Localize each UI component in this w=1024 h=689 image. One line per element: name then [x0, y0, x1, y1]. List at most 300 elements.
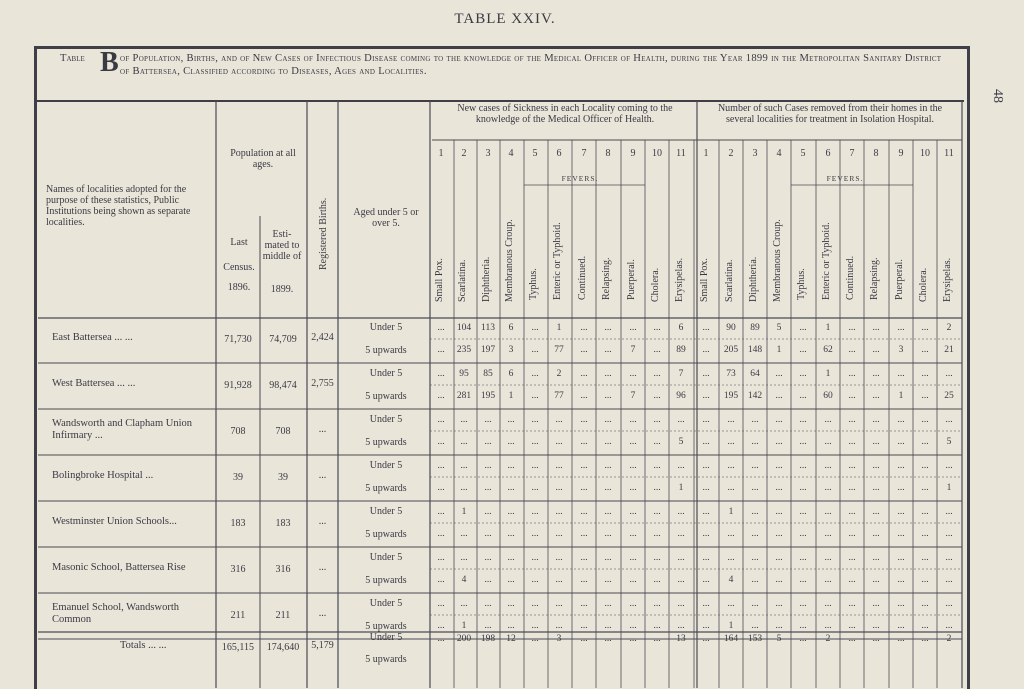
- new-case-cell: ...: [460, 599, 468, 609]
- new-case-cell: 197: [480, 345, 496, 355]
- locality-name: Bolingbroke Hospital ...: [52, 470, 154, 481]
- age-group-label: 5 upwards: [365, 483, 407, 494]
- removed-case-cell: ...: [872, 553, 880, 563]
- removed-case-cell: ...: [751, 529, 759, 539]
- new-case-cell: ...: [604, 553, 612, 563]
- new-case-cell: 235: [456, 345, 472, 355]
- removed-case-cell: ...: [751, 553, 759, 563]
- new-case-cell: 5: [678, 437, 684, 447]
- removed-case-cell: ...: [921, 621, 929, 631]
- new-case-cell: ...: [437, 461, 445, 471]
- new-case-cell: ...: [437, 323, 445, 333]
- new-case-cell: ...: [460, 415, 468, 425]
- removed-case-cell: ...: [727, 461, 735, 471]
- new-case-cell: ...: [580, 461, 588, 471]
- new-case-cell: ...: [604, 345, 612, 355]
- new-case-cell: ...: [531, 437, 539, 447]
- census-value: 708: [230, 426, 246, 437]
- removed-case-cell: ...: [921, 599, 929, 609]
- new-case-cell: ...: [484, 529, 492, 539]
- removed-case-cell: ...: [897, 621, 905, 631]
- new-case-cell: ...: [580, 529, 588, 539]
- removed-case-cell: ...: [897, 599, 905, 609]
- new-case-cell: ...: [677, 553, 685, 563]
- disease-column-header: Typhus.: [528, 268, 539, 300]
- census-header-line1: Last: [230, 237, 248, 248]
- new-case-cell: ...: [555, 575, 563, 585]
- new-case-cell: ...: [531, 369, 539, 379]
- removed-case-cell: ...: [945, 507, 953, 517]
- removed-case-cell: ...: [799, 323, 807, 333]
- removed-case-cell: ...: [727, 529, 735, 539]
- removed-case-cell: ...: [872, 483, 880, 493]
- new-case-cell: ...: [677, 599, 685, 609]
- totals-removed-cell: ...: [702, 634, 710, 644]
- new-case-cell: ...: [437, 621, 445, 631]
- removed-case-cell: ...: [921, 529, 929, 539]
- removed-case-cell: ...: [702, 369, 710, 379]
- column-number: 1: [438, 148, 444, 159]
- new-case-cell: ...: [677, 575, 685, 585]
- births-value: ...: [318, 608, 327, 619]
- new-case-cell: ...: [507, 575, 515, 585]
- new-case-cell: ...: [653, 345, 661, 355]
- new-case-cell: 4: [461, 575, 467, 585]
- column-number: 5: [800, 148, 806, 159]
- new-case-cell: ...: [653, 507, 661, 517]
- removed-case-cell: ...: [775, 575, 783, 585]
- totals-new-cell: 200: [456, 634, 472, 644]
- new-case-cell: 1: [508, 391, 514, 401]
- new-case-cell: ...: [437, 507, 445, 517]
- new-case-cell: ...: [629, 369, 637, 379]
- new-case-cell: ...: [629, 323, 637, 333]
- age-group-label: Under 5: [369, 598, 403, 609]
- removed-case-cell: ...: [775, 553, 783, 563]
- new-case-cell: ...: [507, 415, 515, 425]
- new-case-cell: ...: [531, 599, 539, 609]
- removed-case-cell: ...: [799, 529, 807, 539]
- totals-removed-cell: ...: [799, 634, 807, 644]
- removed-case-cell: ...: [897, 575, 905, 585]
- removed-case-cell: ...: [848, 507, 856, 517]
- estimated-value: 316: [275, 564, 291, 575]
- new-case-cell: 6: [678, 323, 684, 333]
- removed-case-cell: 5: [776, 323, 782, 333]
- new-case-cell: ...: [531, 323, 539, 333]
- new-case-cell: ...: [604, 437, 612, 447]
- new-case-cell: ...: [580, 415, 588, 425]
- new-case-cell: ...: [604, 621, 612, 631]
- new-case-cell: ...: [604, 529, 612, 539]
- new-case-cell: ...: [677, 621, 685, 631]
- removed-case-cell: ...: [702, 575, 710, 585]
- new-case-cell: 1: [556, 323, 562, 333]
- totals-new-cell: ...: [604, 634, 612, 644]
- removed-case-cell: 73: [726, 369, 736, 379]
- estimated-value: 708: [275, 426, 291, 437]
- removed-case-cell: 1: [728, 621, 734, 631]
- removed-case-cell: ...: [897, 507, 905, 517]
- births-value: ...: [318, 562, 327, 573]
- new-case-cell: 1: [678, 483, 684, 493]
- new-case-cell: 7: [678, 369, 684, 379]
- removed-case-cell: ...: [702, 529, 710, 539]
- new-case-cell: ...: [629, 437, 637, 447]
- new-case-cell: ...: [555, 621, 563, 631]
- totals-census: 165,115: [221, 642, 255, 653]
- removed-case-cell: ...: [921, 507, 929, 517]
- disease-column-header: Puerperal.: [894, 259, 905, 300]
- removed-case-cell: ...: [872, 575, 880, 585]
- new-case-cell: ...: [580, 483, 588, 493]
- age-group-label: 5 upwards: [365, 654, 407, 665]
- new-case-cell: ...: [555, 507, 563, 517]
- removed-case-cell: ...: [702, 507, 710, 517]
- removed-case-cell: ...: [824, 621, 832, 631]
- removed-case-cell: ...: [727, 553, 735, 563]
- aged-header: Aged under 5 or over 5.: [353, 207, 419, 229]
- new-case-cell: 77: [554, 391, 564, 401]
- totals-removed-cell: 5: [776, 634, 782, 644]
- age-group-label: 5 upwards: [365, 529, 407, 540]
- new-case-cell: 6: [508, 323, 514, 333]
- new-case-cell: ...: [484, 507, 492, 517]
- removed-case-cell: ...: [702, 345, 710, 355]
- disease-column-header: Erysipelas.: [674, 257, 685, 302]
- removed-case-cell: ...: [921, 323, 929, 333]
- disease-column-header: Enteric or Typhoid.: [821, 222, 832, 300]
- removed-case-cell: ...: [751, 437, 759, 447]
- totals-new-cell: ...: [580, 634, 588, 644]
- new-case-cell: 96: [676, 391, 686, 401]
- new-case-cell: ...: [580, 599, 588, 609]
- removed-case-cell: ...: [702, 483, 710, 493]
- estimated-header: Esti- mated to middle of: [262, 229, 302, 262]
- removed-case-cell: 1: [946, 483, 952, 493]
- new-case-cell: ...: [507, 507, 515, 517]
- new-case-cell: ...: [437, 575, 445, 585]
- removed-case-cell: ...: [872, 507, 880, 517]
- new-case-cell: ...: [653, 369, 661, 379]
- births-value: ...: [318, 516, 327, 527]
- age-group-label: 5 upwards: [365, 575, 407, 586]
- removed-case-cell: ...: [799, 437, 807, 447]
- disease-column-header: Small Pox.: [699, 258, 710, 302]
- census-value: 183: [230, 518, 246, 529]
- caption-letter: B: [100, 47, 119, 78]
- removed-case-cell: ...: [872, 599, 880, 609]
- new-case-cell: ...: [531, 415, 539, 425]
- new-case-cell: ...: [507, 621, 515, 631]
- new-case-cell: ...: [629, 461, 637, 471]
- disease-column-header: Cholera.: [650, 267, 661, 302]
- removed-case-cell: ...: [799, 415, 807, 425]
- new-case-cell: ...: [604, 323, 612, 333]
- removed-case-cell: ...: [775, 391, 783, 401]
- caption-text: of Population, Births, and of New Cases of Infectious Disease coming to the knowledge of the Medical Officer of Health, during the Year 1899 in the Metropolitan Sanitary District of Battersea, Classified according to Diseases, Ages and Localities.: [120, 53, 942, 77]
- new-case-cell: ...: [604, 575, 612, 585]
- removed-case-cell: ...: [799, 369, 807, 379]
- locality-name: West Battersea ... ...: [52, 378, 136, 389]
- removed-case-cell: ...: [799, 507, 807, 517]
- new-case-cell: ...: [484, 415, 492, 425]
- new-case-cell: ...: [555, 553, 563, 563]
- removed-case-cell: 2: [946, 323, 952, 333]
- census-value: 316: [230, 564, 246, 575]
- removed-case-cell: 3: [898, 345, 904, 355]
- removed-case-cell: ...: [751, 621, 759, 631]
- new-case-cell: ...: [437, 599, 445, 609]
- column-number: 3: [485, 148, 491, 159]
- removed-case-cell: ...: [702, 553, 710, 563]
- age-group-label: 5 upwards: [365, 437, 407, 448]
- removed-case-cell: ...: [702, 461, 710, 471]
- column-number: 10: [652, 148, 662, 159]
- new-case-cell: ...: [460, 437, 468, 447]
- removed-case-cell: ...: [921, 415, 929, 425]
- removed-case-cell: ...: [824, 575, 832, 585]
- removed-case-cell: ...: [872, 415, 880, 425]
- new-case-cell: ...: [437, 553, 445, 563]
- census-value: 39: [233, 472, 243, 483]
- new-case-cell: 3: [508, 345, 514, 355]
- new-case-cell: ...: [580, 369, 588, 379]
- new-case-cell: ...: [437, 415, 445, 425]
- new-case-cell: ...: [437, 369, 445, 379]
- new-case-cell: ...: [580, 507, 588, 517]
- births-value: 2,755: [311, 378, 334, 389]
- new-case-cell: ...: [531, 575, 539, 585]
- removed-case-cell: ...: [945, 621, 953, 631]
- removed-case-cell: ...: [921, 437, 929, 447]
- disease-column-header: Typhus.: [796, 268, 807, 300]
- totals-new-cell: 198: [480, 634, 496, 644]
- removed-case-cell: ...: [775, 415, 783, 425]
- new-case-cell: 1: [461, 507, 467, 517]
- new-case-cell: 104: [456, 323, 472, 333]
- removed-case-cell: ...: [945, 529, 953, 539]
- census-value: 71,730: [224, 334, 252, 345]
- removed-case-cell: ...: [702, 391, 710, 401]
- removed-case-cell: 148: [747, 345, 763, 355]
- births-value: ...: [318, 470, 327, 481]
- locality-name: Westminster Union Schools...: [52, 516, 177, 527]
- new-case-cell: 113: [481, 323, 495, 333]
- totals-removed-cell: ...: [897, 634, 905, 644]
- removed-case-cell: ...: [897, 461, 905, 471]
- removed-case-cell: ...: [824, 529, 832, 539]
- removed-case-cell: ...: [727, 599, 735, 609]
- disease-column-header: Relapsing.: [869, 257, 880, 300]
- new-case-cell: ...: [677, 529, 685, 539]
- removed-case-cell: ...: [848, 369, 856, 379]
- new-case-cell: ...: [629, 599, 637, 609]
- totals-new-cell: 3: [556, 634, 562, 644]
- totals-new-cell: 12: [506, 634, 516, 644]
- new-case-cell: ...: [604, 507, 612, 517]
- estimated-value: 74,709: [269, 334, 297, 345]
- removed-case-cell: 62: [823, 345, 833, 355]
- new-case-cell: ...: [604, 461, 612, 471]
- new-case-cell: ...: [531, 553, 539, 563]
- removed-case-cell: ...: [848, 437, 856, 447]
- new-case-cell: ...: [437, 391, 445, 401]
- removed-case-cell: 1: [825, 323, 831, 333]
- new-case-cell: ...: [507, 529, 515, 539]
- new-case-cell: 7: [630, 391, 636, 401]
- removed-case-cell: ...: [848, 621, 856, 631]
- age-group-label: Under 5: [369, 552, 403, 563]
- new-case-cell: ...: [507, 483, 515, 493]
- disease-column-header: Relapsing.: [601, 257, 612, 300]
- new-case-cell: ...: [653, 483, 661, 493]
- new-case-cell: ...: [653, 437, 661, 447]
- totals-removed-cell: 2: [825, 634, 831, 644]
- new-case-cell: ...: [604, 391, 612, 401]
- removed-case-cell: 90: [726, 323, 736, 333]
- totals-new-cell: 13: [676, 634, 686, 644]
- removed-case-cell: ...: [824, 599, 832, 609]
- removed-case-cell: ...: [897, 483, 905, 493]
- new-case-cell: ...: [629, 529, 637, 539]
- removed-case-cell: ...: [727, 415, 735, 425]
- column-number: 7: [581, 148, 587, 159]
- removed-case-cell: ...: [799, 483, 807, 493]
- totals-removed-cell: 153: [747, 634, 763, 644]
- totals-births: 5,179: [311, 640, 334, 651]
- disease-column-header: Diphtheria.: [748, 256, 759, 302]
- removed-case-cell: ...: [921, 483, 929, 493]
- removed-case-cell: ...: [751, 483, 759, 493]
- removed-case-cell: ...: [751, 575, 759, 585]
- removed-case-cell: ...: [799, 575, 807, 585]
- new-case-cell: ...: [580, 621, 588, 631]
- column-number: 9: [630, 148, 636, 159]
- removed-case-cell: ...: [872, 391, 880, 401]
- disease-column-header: Membranous Croup.: [504, 219, 515, 302]
- column-number: 2: [461, 148, 467, 159]
- age-group-label: Under 5: [369, 506, 403, 517]
- new-case-cell: ...: [460, 553, 468, 563]
- removed-case-cell: ...: [921, 553, 929, 563]
- disease-column-header: Enteric or Typhoid.: [552, 222, 563, 300]
- new-case-cell: ...: [653, 621, 661, 631]
- new-case-cell: ...: [531, 391, 539, 401]
- removed-case-cell: ...: [775, 461, 783, 471]
- age-group-label: 5 upwards: [365, 621, 407, 632]
- disease-column-header: Continued.: [845, 255, 856, 300]
- estimated-year: 1899.: [270, 284, 294, 295]
- removed-case-cell: ...: [775, 483, 783, 493]
- removed-case-cell: ...: [799, 621, 807, 631]
- age-group-label: 5 upwards: [365, 391, 407, 402]
- removed-case-cell: ...: [945, 553, 953, 563]
- locality-name: East Battersea ... ...: [52, 332, 133, 343]
- new-case-cell: ...: [507, 437, 515, 447]
- removed-case-cell: 21: [944, 345, 954, 355]
- totals-new-cell: ...: [437, 634, 445, 644]
- removed-case-cell: ...: [872, 323, 880, 333]
- removed-case-cell: ...: [727, 437, 735, 447]
- locality-name: Emanuel School, Wandsworth Common: [52, 602, 179, 625]
- totals-removed-cell: 2: [946, 634, 952, 644]
- new-case-cell: ...: [653, 391, 661, 401]
- removed-case-cell: ...: [921, 575, 929, 585]
- removed-case-cell: ...: [848, 323, 856, 333]
- removed-case-cell: ...: [848, 345, 856, 355]
- new-case-cell: ...: [629, 483, 637, 493]
- column-number: 11: [676, 148, 686, 159]
- disease-column-header: Small Pox.: [434, 258, 445, 302]
- removed-case-cell: ...: [872, 437, 880, 447]
- new-case-cell: ...: [484, 621, 492, 631]
- disease-column-header: Scarlatina.: [724, 259, 735, 302]
- estimated-value: 98,474: [269, 380, 297, 391]
- removed-case-cell: ...: [897, 529, 905, 539]
- removed-case-cell: 1: [776, 345, 782, 355]
- census-year: 1896.: [227, 282, 251, 293]
- removed-case-cell: ...: [799, 599, 807, 609]
- new-case-cell: ...: [555, 529, 563, 539]
- removed-case-cell: ...: [872, 345, 880, 355]
- new-case-cell: ...: [437, 437, 445, 447]
- totals-new-cell: ...: [653, 634, 661, 644]
- removed-case-cell: ...: [751, 599, 759, 609]
- new-case-cell: ...: [507, 553, 515, 563]
- totals-removed-cell: ...: [872, 634, 880, 644]
- new-case-cell: ...: [484, 575, 492, 585]
- column-number: 2: [728, 148, 734, 159]
- new-case-cell: ...: [580, 391, 588, 401]
- census-value: 211: [230, 610, 246, 621]
- new-case-cell: ...: [437, 483, 445, 493]
- removed-case-cell: ...: [921, 369, 929, 379]
- new-case-cell: ...: [629, 575, 637, 585]
- new-case-cell: ...: [484, 553, 492, 563]
- new-case-cell: ...: [653, 461, 661, 471]
- new-case-cell: ...: [531, 507, 539, 517]
- removed-case-cell: ...: [848, 461, 856, 471]
- page-number: 48: [990, 89, 1005, 103]
- new-case-cell: 2: [556, 369, 562, 379]
- totals-estimated: 174,640: [266, 642, 300, 653]
- new-case-cell: ...: [580, 345, 588, 355]
- new-case-cell: 1: [461, 621, 467, 631]
- new-case-cell: ...: [629, 553, 637, 563]
- age-group-label: Under 5: [369, 460, 403, 471]
- column-number: 4: [776, 148, 782, 159]
- column-number: 10: [920, 148, 930, 159]
- removed-case-cell: ...: [727, 483, 735, 493]
- disease-column-header: Cholera.: [918, 267, 929, 302]
- locality-header: Names of localities adopted for the purpose of these statistics, Public Institutions being shown as separate localities.: [46, 184, 191, 228]
- totals-new-cell: ...: [531, 634, 539, 644]
- estimated-value: 211: [275, 610, 291, 621]
- new-case-cell: ...: [460, 461, 468, 471]
- removed-case-cell: ...: [702, 621, 710, 631]
- new-case-cell: ...: [629, 415, 637, 425]
- column-number: 6: [556, 148, 562, 159]
- removed-case-cell: ...: [775, 437, 783, 447]
- age-group-label: Under 5: [369, 632, 403, 643]
- removed-case-cell: 60: [823, 391, 833, 401]
- new-case-cell: ...: [580, 323, 588, 333]
- column-number: 6: [825, 148, 831, 159]
- new-case-cell: ...: [604, 599, 612, 609]
- new-case-cell: ...: [653, 323, 661, 333]
- new-case-cell: ...: [437, 529, 445, 539]
